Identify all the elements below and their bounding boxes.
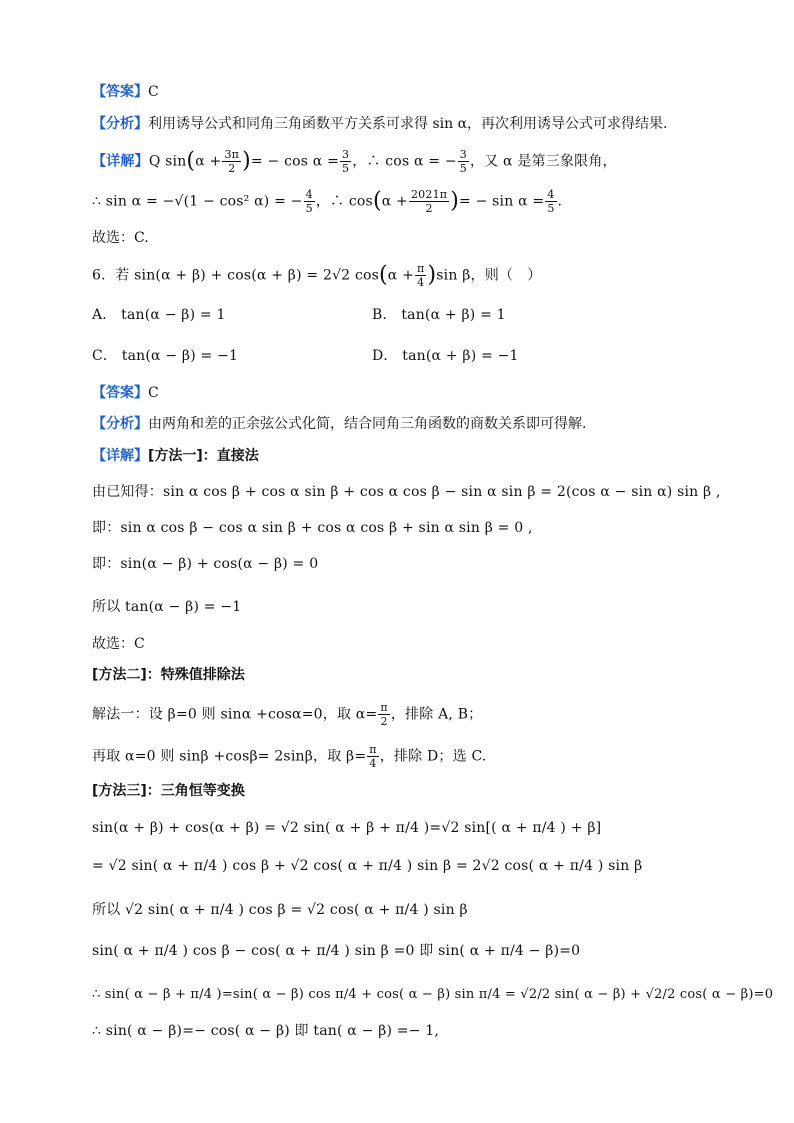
- method-2-title: [方法二]：特殊值排除法: [92, 667, 245, 683]
- method-3-line-4: sin( α + π/4 ) cos β − cos( α + π/4 ) sin β =0 即 sin( α + π/4 − β)=0: [92, 943, 581, 959]
- fraction: [545, 188, 556, 215]
- paren-close: ): [427, 262, 437, 288]
- method-3-line-6: ∴ sin( α − β)=− cos( α − β) 即 tan( α − β) =− 1,: [92, 1023, 440, 1039]
- fraction-numerator: 3: [342, 148, 350, 161]
- fraction-numerator: π: [417, 262, 425, 275]
- answer-value: C: [148, 385, 159, 401]
- option-c: C． tan(α − β) = −1: [92, 348, 239, 364]
- formula-part: sin β，则（ ）: [436, 267, 542, 284]
- formula-part: 6．若 sin(α + β) + cos(α + β) = 2√2 cos: [92, 267, 379, 284]
- paren-close: ): [242, 148, 251, 174]
- fraction: [409, 188, 449, 215]
- analysis-tag: 【分析】: [92, 416, 148, 432]
- fraction-denominator: 5: [459, 162, 467, 175]
- method-1-line-5: 故选：C: [92, 636, 145, 652]
- formula-part: = − cos α =: [250, 153, 340, 170]
- formula-part: α +: [387, 267, 415, 284]
- option-b: B． tan(α + β) = 1: [372, 307, 506, 323]
- fraction-numerator: 3π: [224, 148, 240, 161]
- formula-part: Q sin: [148, 153, 187, 170]
- fraction-denominator: 4: [417, 276, 425, 289]
- formula-part: α +: [381, 193, 408, 210]
- paren-open: (: [379, 262, 388, 288]
- answer-line-1: [92, 82, 159, 102]
- fraction-denominator: 2: [228, 162, 236, 175]
- fraction-denominator: 5: [547, 202, 555, 215]
- paren-close: ): [450, 188, 460, 214]
- fraction-denominator: 2: [425, 202, 433, 215]
- option-a: A． tan(α − β) = 1: [92, 307, 226, 323]
- fraction-denominator: 5: [342, 162, 350, 175]
- fraction-denominator: 2: [380, 715, 388, 728]
- fraction-numerator: π: [380, 701, 388, 714]
- answer-value: C: [148, 84, 159, 100]
- answer-tag: 【答案】: [92, 84, 148, 100]
- answer-tag: 【答案】: [92, 385, 148, 401]
- fraction: [222, 148, 241, 175]
- method-2-line-2: [92, 743, 487, 770]
- answer-line-2: [92, 383, 159, 403]
- formula-part: 再取 α=0 则 sinβ +cosβ= 2sinβ，取 β=: [92, 748, 367, 765]
- choose-line-1: 故选：C.: [92, 230, 149, 246]
- analysis-line-2: [92, 414, 586, 434]
- option-d: D． tan(α + β) = −1: [372, 348, 519, 364]
- paren-open: (: [186, 148, 196, 174]
- method-2-line-1: [92, 701, 482, 728]
- question-6-stem: [92, 262, 542, 289]
- fraction-denominator: 4: [369, 757, 377, 770]
- formula-part: 解法一：设 β=0 则 sinα +cosα=0，取 α=: [92, 706, 378, 723]
- fraction-numerator: 3: [459, 148, 467, 161]
- detail-tag: 【详解】: [92, 448, 148, 464]
- method-1-title: [方法一]：直接法: [148, 448, 259, 464]
- formula-part: = − sin α =: [459, 193, 545, 210]
- method-3-line-5: ∴ sin( α − β + π/4 )=sin( α − β) cos π/4 + cos( α − β) sin π/4 = √2/2 sin( α − β) + √2/2 cos( α − β)=0: [92, 987, 774, 1002]
- formula-part: .: [557, 193, 563, 210]
- method-3-title: [方法三]：三角恒等变换: [92, 783, 245, 799]
- method-1-line-1: 由已知得：sin α cos β + cos α sin β + cos α cos β − sin α sin β = 2(cos α − sin α) sin β ,: [92, 484, 721, 500]
- formula-part: ∴ sin α = −√(1 − cos² α) = −: [92, 193, 303, 210]
- detail-line-3: [92, 446, 259, 466]
- method-3-line-1: sin(α + β) + cos(α + β) = √2 sin( α + β + π/4 )=√2 sin[( α + π/4 ) + β]: [92, 820, 602, 836]
- fraction-numerator: π: [369, 743, 377, 756]
- method-1-line-4: 所以 tan(α − β) = −1: [92, 599, 242, 615]
- fraction: [367, 743, 378, 770]
- analysis-text: 利用诱导公式和同角三角函数平方关系可求得 sin α，再次利用诱导公式可求得结果.: [148, 116, 668, 132]
- analysis-line-1: [92, 114, 667, 134]
- formula-part: ，排除 A, B；: [390, 706, 483, 723]
- method-3-line-2: = √2 sin( α + π/4 ) cos β + √2 cos( α + π/4 ) sin β = 2√2 cos( α + π/4 ) sin β: [92, 858, 643, 874]
- analysis-text: 由两角和差的正余弦公式化简，结合同角三角函数的商数关系即可得解.: [148, 416, 587, 432]
- fraction-numerator: 4: [305, 188, 313, 201]
- detail-line-1: [92, 148, 617, 175]
- detail-line-2: [92, 188, 562, 215]
- detail-tag: 【详解】: [92, 153, 149, 170]
- formula-part: ，∴ cos α = −: [352, 153, 457, 170]
- fraction: [378, 701, 389, 728]
- formula-part: α +: [195, 153, 222, 170]
- formula-part: ，又 α 是第三象限角，: [470, 153, 617, 170]
- fraction: [415, 262, 426, 289]
- method-3-line-3: 所以 √2 sin( α + π/4 ) cos β = √2 cos( α + π/4 ) sin β: [92, 902, 468, 918]
- fraction: [304, 188, 315, 215]
- method-1-line-2: 即：sin α cos β − cos α sin β + cos α cos β + sin α sin β = 0 ,: [92, 520, 533, 536]
- formula-part: ，∴ cos: [315, 193, 373, 210]
- analysis-tag: 【分析】: [92, 116, 148, 132]
- method-1-line-3: 即：sin(α − β) + cos(α − β) = 0: [92, 556, 319, 572]
- fraction: [458, 148, 469, 175]
- paren-open: (: [372, 188, 382, 214]
- formula-part: ，排除 D；选 C.: [379, 748, 487, 765]
- fraction-numerator: 4: [547, 188, 555, 201]
- fraction-denominator: 5: [305, 202, 313, 215]
- fraction: [340, 148, 351, 175]
- fraction-numerator: 2021π: [410, 188, 448, 201]
